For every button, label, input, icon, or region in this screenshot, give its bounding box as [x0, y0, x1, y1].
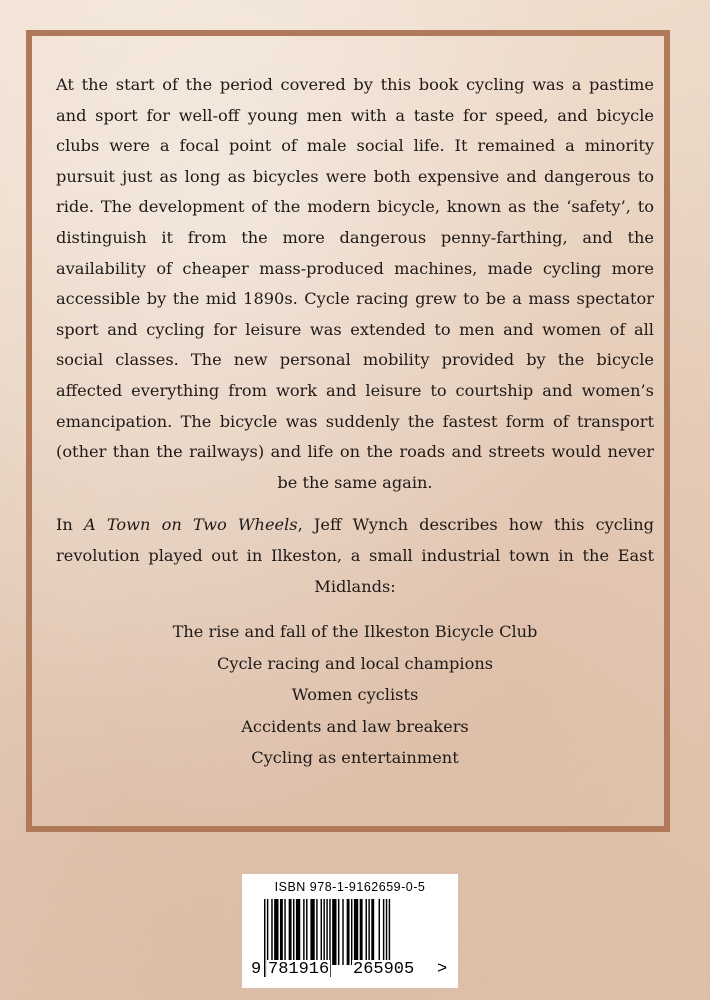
- topics-list: [56, 616, 654, 774]
- barcode-bar: [303, 899, 304, 965]
- barcode-digit-first: 9: [251, 960, 262, 979]
- barcode-bar: [293, 899, 294, 965]
- barcode-bar: [321, 899, 322, 965]
- barcode-bar: [280, 899, 283, 965]
- barcode-bar: [383, 899, 384, 965]
- topic-item: Women cyclists: [291, 685, 419, 705]
- barcode-bar: [332, 899, 336, 965]
- back-cover-blurb: [56, 70, 654, 774]
- topic-item: Accidents and law breakers: [241, 716, 469, 736]
- barcode-bar: [306, 899, 307, 965]
- barcode-bar: [347, 899, 350, 965]
- isbn-label: ISBN 978-1-9162659-0-5: [274, 880, 426, 894]
- barcode-bar: [310, 899, 314, 965]
- barcode-bar: [296, 899, 300, 965]
- barcode-bar: [354, 899, 358, 965]
- book-title: A Town on Two Wheels: [83, 515, 298, 535]
- topic-item: Cycle racing and local champions: [216, 653, 494, 673]
- barcode-bar: [366, 899, 367, 965]
- topic-item: Cycling as entertainment: [251, 748, 459, 768]
- barcode-bar: [274, 899, 278, 965]
- barcode-bar: [284, 899, 285, 965]
- intro-suffix: , Jeff Wynch describes how this cycling revolution played out in Ilkeston, a small industrial town in the East Midlands:: [56, 515, 654, 596]
- barcode-bar: [371, 899, 374, 965]
- description-paragraph: At the start of the period covered by this book cycling was a pastime and sport for well-off young men with a taste for speed, and bicycle clubs were a focal point of male social life. It remained a minority pursuit just as long as bicycles were both expensive and dangerous to ride. The development of the modern bicycle, known as the ‘safety’, to distinguish it from the more dangerous penny-farthing, and the availability of cheaper mass-produced machines, made cycling more accessible by the mid 1890s. Cycle racing grew to be a mass spectator sport and cycling for leisure was extended to men and women of all social classes. The new personal mobility provided by the bicycle affected everything from work and leisure to courtship and women’s emancipation. The bicycle was suddenly the fastest form of transport (other than the railways) and life on the roads and streets would never be the same again.: [56, 75, 654, 492]
- barcode-bar: [368, 899, 369, 965]
- barcode-digits-left: 781916: [268, 960, 330, 979]
- isbn-barcode: [242, 874, 458, 988]
- topic-item: The rise and fall of the Ilkeston Bicycle Club: [172, 622, 538, 642]
- barcode-bar: [379, 899, 380, 965]
- barcode-bar: [338, 899, 339, 965]
- barcode-arrow: >: [437, 960, 448, 979]
- barcode-bar: [342, 899, 343, 965]
- barcode-digits: [250, 960, 450, 982]
- barcode-bar: [271, 899, 272, 965]
- barcode-digits-right: 265905: [353, 960, 415, 979]
- barcode-bar: [360, 899, 363, 965]
- barcode-bar: [316, 899, 317, 965]
- barcode-bar: [351, 899, 352, 965]
- intro-prefix: In: [56, 515, 84, 535]
- barcode-bar: [289, 899, 292, 965]
- barcode-bar: [323, 899, 324, 965]
- intro-paragraph: [56, 510, 654, 602]
